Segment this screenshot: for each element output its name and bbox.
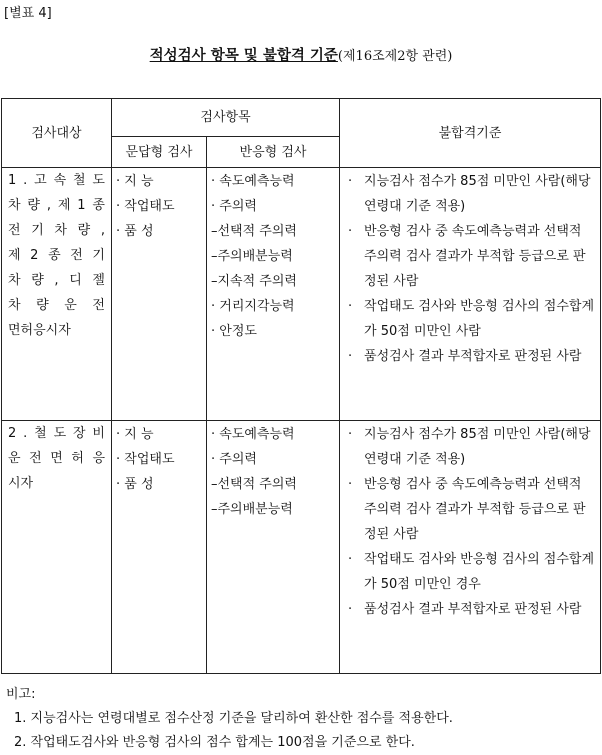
- remarks: [6, 683, 453, 755]
- target-line: 차 량 , 제 1 종: [8, 198, 105, 213]
- header-target: 검사대상: [2, 99, 112, 168]
- target-line: 2 . 철 도 장 비: [8, 426, 105, 441]
- remarks-label: 비고:: [6, 687, 36, 702]
- criteria-item: · 작업태도 검사와 반응형 검사의 점수합계가 50점 미만인 경우: [348, 552, 595, 592]
- reaction-test-item: –주의배분능력: [211, 249, 293, 264]
- title-main: 적성검사 항목 및 불합격 기준: [149, 48, 338, 64]
- criteria-item: · 반응형 검사 중 속도예측능력과 선택적 주의력 검사 결과가 부적합 등급으로 판정된 사람: [348, 477, 586, 542]
- qa-test-item: · 품 성: [116, 224, 154, 239]
- criteria-item: · 지능검사 점수가 85점 미만인 사람(해당 연령대 기준 적용): [348, 427, 591, 467]
- table-row: [2, 168, 601, 421]
- reaction-test-item: · 속도예측능력: [211, 427, 295, 442]
- qa-test-item: · 작업태도: [116, 199, 175, 214]
- row2-reaction-tests: [207, 421, 340, 674]
- row2-qa-tests: [112, 421, 207, 674]
- header-reaction: 반응형 검사: [207, 137, 340, 168]
- criteria-item: · 지능검사 점수가 85점 미만인 사람(해당 연령대 기준 적용): [348, 174, 591, 214]
- qa-test-item: · 작업태도: [116, 452, 175, 467]
- qa-test-item: · 지 능: [116, 427, 154, 442]
- criteria-item: · 품성검사 결과 부적합자로 판정된 사람: [348, 349, 582, 364]
- reaction-test-item: –선택적 주의력: [211, 477, 297, 492]
- row1-qa-tests: [112, 168, 207, 421]
- qa-test-item: · 지 능: [116, 174, 154, 189]
- qa-test-item: · 품 성: [116, 477, 154, 492]
- remark-item: 2. 작업태도검사와 반응형 검사의 점수 합계는 100점을 기준으로 한다.: [14, 735, 415, 750]
- attachment-tag: [별표 4]: [4, 6, 52, 21]
- reaction-test-item: · 주의력: [211, 452, 257, 467]
- target-line: 시자: [8, 476, 34, 491]
- document-title: [0, 44, 602, 65]
- reaction-test-item: · 거리지각능력: [211, 299, 295, 314]
- title-reference: (제16조제2항 관련): [337, 49, 453, 64]
- header-items: 검사항목: [112, 99, 340, 137]
- remark-item: 1. 지능검사는 연령대별로 점수산정 기준을 달리하여 환산한 점수를 적용한다.: [14, 711, 453, 726]
- reaction-test-item: –선택적 주의력: [211, 224, 297, 239]
- target-line: 1 . 고 속 철 도: [8, 173, 105, 188]
- reaction-test-item: · 안정도: [211, 324, 257, 339]
- target-line: 차 량 운 전: [8, 298, 105, 313]
- reaction-test-item: · 속도예측능력: [211, 174, 295, 189]
- target-line: 면허응시자: [8, 323, 71, 338]
- header-qa: 문답형 검사: [112, 137, 207, 168]
- table-row: [2, 421, 601, 674]
- row2-fail-criteria: [340, 421, 601, 674]
- aptitude-test-table: [1, 98, 601, 674]
- row1-reaction-tests: [207, 168, 340, 421]
- criteria-item: · 반응형 검사 중 속도예측능력과 선택적 주의력 검사 결과가 부적합 등급으로 판정된 사람: [348, 224, 586, 289]
- reaction-test-item: · 주의력: [211, 199, 257, 214]
- reaction-test-item: –주의배분능력: [211, 502, 293, 517]
- target-line: 제 2 종 전 기: [8, 248, 105, 263]
- target-line: 전 기 차 량 ,: [8, 223, 105, 238]
- target-line: 차 량 , 디 젤: [8, 273, 105, 288]
- reaction-test-item: –지속적 주의력: [211, 274, 297, 289]
- row1-fail-criteria: [340, 168, 601, 421]
- header-criteria: 불합격기준: [340, 99, 601, 168]
- target-line: 운 전 면 허 응: [8, 451, 105, 466]
- criteria-item: · 작업태도 검사와 반응형 검사의 점수합계가 50점 미만인 사람: [348, 299, 595, 339]
- row2-target: [2, 421, 112, 674]
- criteria-item: · 품성검사 결과 부적합자로 판정된 사람: [348, 602, 582, 617]
- row1-target: [2, 168, 112, 421]
